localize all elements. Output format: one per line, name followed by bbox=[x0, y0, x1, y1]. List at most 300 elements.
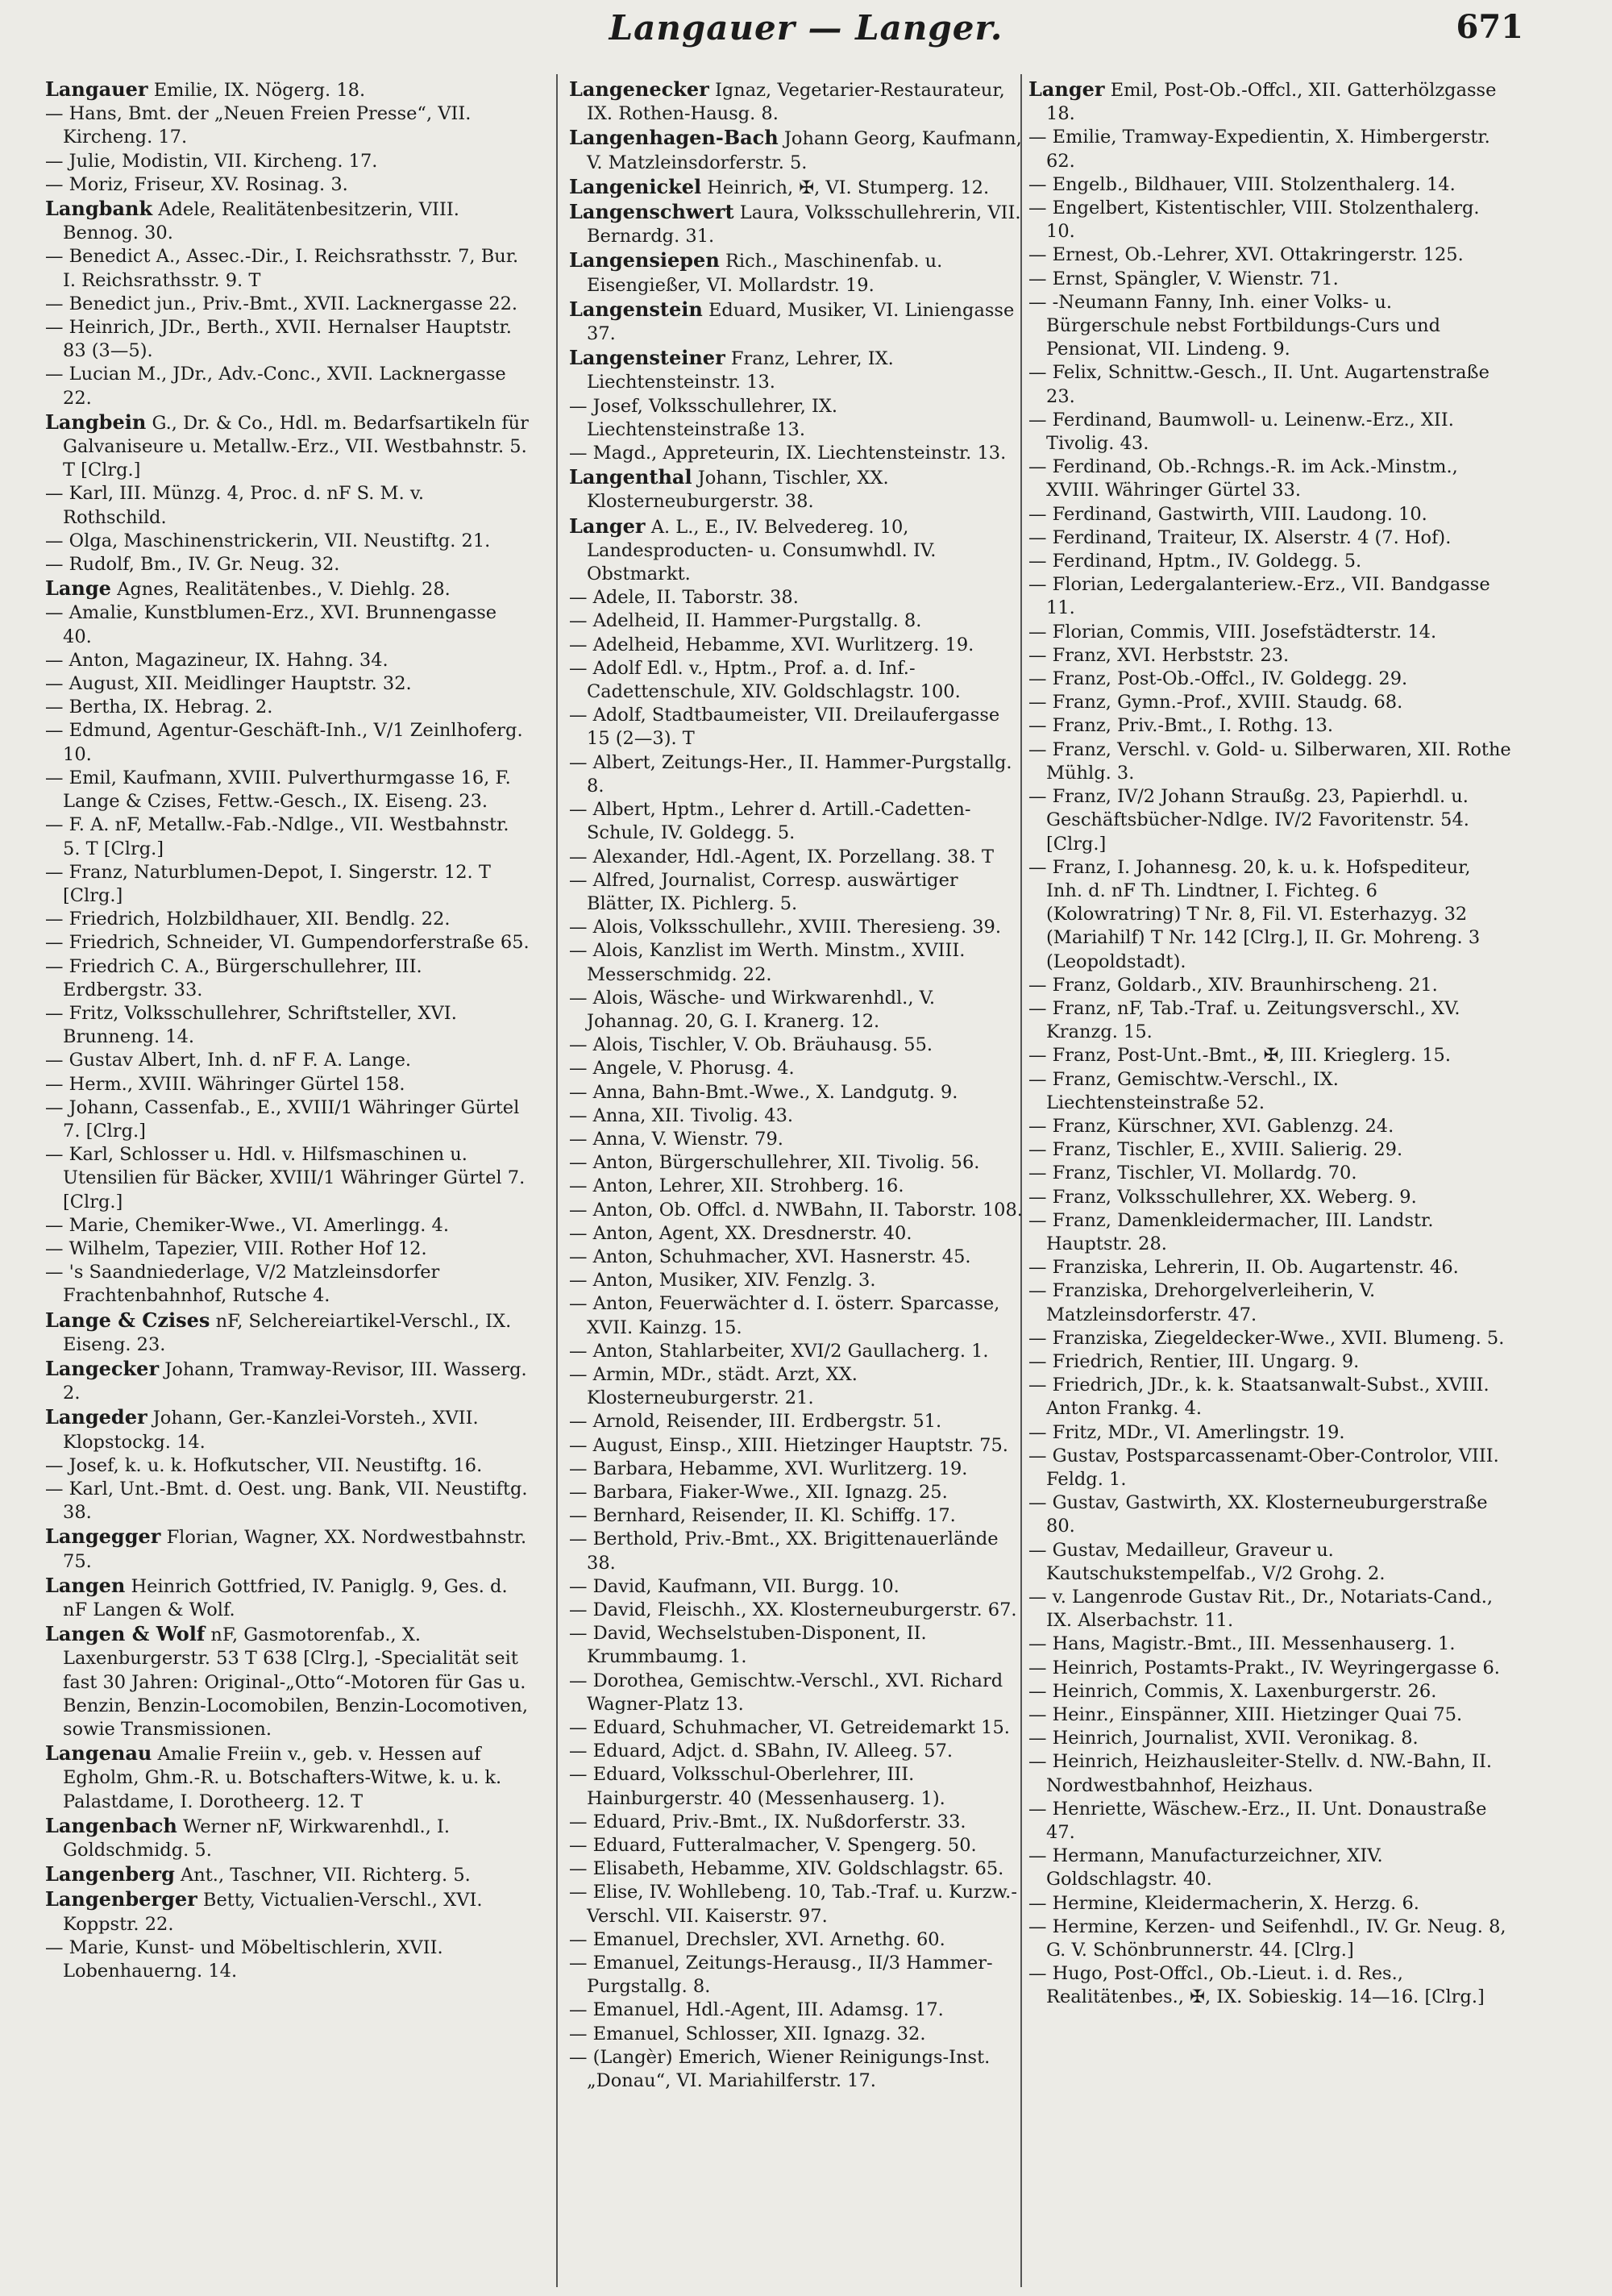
directory-entry bbox=[569, 798, 1025, 845]
entry-details: — Eduard, Adjct. d. SBahn, IV. Alleeg. 57. bbox=[569, 1741, 953, 1762]
entry-details: — Eduard, Schuhmacher, VI. Getreidemarkt 15. bbox=[569, 1717, 1010, 1739]
directory-entry bbox=[569, 1716, 1025, 1740]
entry-details: — Gustav, Gastwirth, XX. Klosterneuburgerstraße 80. bbox=[1028, 1492, 1488, 1537]
directory-entry bbox=[45, 576, 530, 601]
entry-details: — Franz, Post-Ob.-Offcl., IV. Goldegg. 29. bbox=[1028, 668, 1408, 690]
entry-details: Heinrich, ✠, VI. Stumperg. 12. bbox=[707, 177, 990, 198]
entry-details: — Franz, Priv.-Bmt., I. Rothg. 13. bbox=[1028, 715, 1334, 737]
entry-details: — Hermine, Kerzen- und Seifenhdl., IV. Gr. Neug. 8, G. V. Schönbrunnerstr. 44. [Clrg.] bbox=[1028, 1915, 1506, 1961]
entry-details: — Franz, Volksschullehrer, XX. Weberg. 9. bbox=[1028, 1186, 1417, 1208]
directory-entry bbox=[1028, 77, 1512, 126]
directory-entry bbox=[569, 1292, 1025, 1339]
directory-entry bbox=[45, 1862, 530, 1887]
entry-details: Heinrich Gottfried, IV. Paniglg. 9, Ges. d. nF Langen & Wolf. bbox=[63, 1575, 508, 1620]
entry-details: — Anton, Schuhmacher, XVI. Hasnerstr. 45. bbox=[569, 1246, 971, 1267]
directory-entry bbox=[569, 465, 1025, 514]
entry-details: — Anna, V. Wienstr. 79. bbox=[569, 1128, 783, 1150]
directory-entry bbox=[45, 530, 530, 553]
directory-entry bbox=[1028, 785, 1512, 856]
entry-details: — Franz, Damenkleidermacher, III. Landstr. Hauptstr. 28. bbox=[1028, 1209, 1434, 1254]
entry-details: — Franz, Gymn.-Prof., XVIII. Staudg. 68. bbox=[1028, 692, 1403, 713]
entry-details: — Karl, Unt.-Bmt. d. Oest. ung. Bank, VII. Neustiftg. 38. bbox=[45, 1478, 528, 1524]
entry-details: — -Neumann Fanny, Inh. einer Volks- u. Bürgerschule nebst Fortbildungs-Curs und Pensionat, VII. Lindeng. 9. bbox=[1028, 291, 1441, 360]
directory-entry bbox=[569, 1363, 1025, 1410]
entry-details: — Franz, Gemischtw.-Verschl., IX. Liechtensteinstraße 52. bbox=[1028, 1068, 1339, 1113]
directory-entry bbox=[1028, 361, 1512, 408]
entry-details: — Franz, Post-Unt.-Bmt., ✠, III. Krieglerg. 15. bbox=[1028, 1045, 1452, 1067]
directory-entry bbox=[569, 248, 1025, 297]
entry-details: — Hermann, Manufacturzeichner, XIV. Goldschlagstr. 40. bbox=[1028, 1845, 1383, 1890]
entry-details: — Herm., XVIII. Währinger Gürtel 158. bbox=[45, 1073, 405, 1095]
entry-surname: Langer bbox=[569, 514, 646, 538]
directory-entry bbox=[569, 1857, 1025, 1881]
directory-entry bbox=[1028, 1115, 1512, 1138]
entry-details: Ignaz, Vegetarier-Restaurateur, IX. Rothen-Hausg. 8. bbox=[587, 80, 1005, 125]
directory-entry bbox=[45, 955, 530, 1002]
entry-details: — David, Fleischh., XX. Klosterneuburgerstr. 67. bbox=[569, 1599, 1017, 1620]
entry-details: — Emil, Kaufmann, XVIII. Pulverthurmgasse 16, F. Lange & Czises, Fettw.-Gesch., IX. Eiseng. 23. bbox=[45, 767, 511, 813]
directory-entry bbox=[1028, 1798, 1512, 1845]
directory-entry bbox=[569, 442, 1025, 465]
directory-entry bbox=[45, 1237, 530, 1261]
directory-entry bbox=[1028, 1539, 1512, 1586]
entry-surname: Langegger bbox=[45, 1524, 161, 1549]
entry-details: — Anna, Bahn-Bmt.-Wwe., X. Landgutg. 9. bbox=[569, 1081, 958, 1103]
entry-details: Agnes, Realitätenbes., V. Diehlg. 28. bbox=[117, 579, 451, 601]
entry-details: — Moriz, Friseur, XV. Rosinag. 3. bbox=[45, 173, 348, 195]
entry-surname: Langenecker bbox=[569, 77, 709, 101]
entry-details: — Wilhelm, Tapezier, VIII. Rother Hof 12. bbox=[45, 1237, 427, 1259]
directory-entry bbox=[1028, 1633, 1512, 1656]
entry-details: — Lucian M., JDr., Adv.-Conc., XVII. Lacknergasse 22. bbox=[45, 364, 506, 409]
entry-details: Emil, Post-Ob.-Offcl., XII. Gatterhölzgasse 18. bbox=[1046, 80, 1497, 125]
directory-entry bbox=[45, 649, 530, 672]
entry-details: Rich., Maschinenfab. u. Eisengießer, VI. Mollardstr. 19. bbox=[587, 251, 943, 296]
entry-details: — Anton, Feuerwächter d. I. österr. Sparcasse, XVII. Kainzg. 15. bbox=[569, 1293, 1000, 1338]
entry-surname: Langenberg bbox=[45, 1862, 175, 1886]
directory-entry bbox=[45, 1073, 530, 1096]
entry-surname: Langenthal bbox=[569, 465, 692, 489]
entry-details: — Fritz, MDr., VI. Amerlingstr. 19. bbox=[1028, 1421, 1345, 1443]
entry-details: — Hermine, Kleidermacherin, X. Herzg. 6. bbox=[1028, 1892, 1419, 1914]
entry-details: — Franz, Verschl. v. Gold- u. Silberwaren, XII. Rothe Mühlg. 3. bbox=[1028, 738, 1511, 784]
entry-details: — Marie, Kunst- und Möbeltischlerin, XVII. Lobenhauerng. 14. bbox=[45, 1936, 443, 1982]
entry-details: — Magd., Appreteurin, IX. Liechtensteinstr. 13. bbox=[569, 443, 1007, 464]
entry-details: — Alois, Tischler, V. Ob. Bräuhausg. 55. bbox=[569, 1034, 933, 1056]
entry-details: Werner nF, Wirkwarenhdl., I. Goldschmidg. 5. bbox=[63, 1816, 451, 1861]
entry-details: — Eduard, Volksschul-Oberlehrer, III. Hainburgerstr. 40 (Messenhauserg. 1). bbox=[569, 1764, 945, 1809]
entry-details: — Felix, Schnittw.-Gesch., II. Unt. Augartenstraße 23. bbox=[1028, 362, 1489, 407]
directory-entry bbox=[569, 704, 1025, 751]
directory-entry bbox=[1028, 409, 1512, 455]
directory-entry bbox=[45, 1049, 530, 1072]
entry-surname: Lange bbox=[45, 576, 111, 601]
directory-entry bbox=[569, 1952, 1025, 1999]
directory-entry bbox=[45, 1308, 530, 1357]
directory-entry bbox=[45, 1936, 530, 1983]
entry-surname: Langbank bbox=[45, 197, 153, 221]
column-divider bbox=[556, 74, 558, 2287]
directory-entry bbox=[45, 1261, 530, 1308]
directory-entry bbox=[1028, 1962, 1512, 2009]
entry-details: — Angele, V. Phorusg. 4. bbox=[569, 1058, 795, 1079]
entry-surname: Langeder bbox=[45, 1405, 147, 1429]
entry-surname: Langecker bbox=[45, 1356, 160, 1380]
directory-entry bbox=[45, 1478, 530, 1524]
directory-entry bbox=[45, 1002, 530, 1049]
directory-entry bbox=[45, 1405, 530, 1454]
directory-entry bbox=[1028, 691, 1512, 714]
directory-entry bbox=[1028, 573, 1512, 620]
directory-entry bbox=[569, 2046, 1025, 2093]
directory-entry bbox=[569, 846, 1025, 869]
entry-details: — Engelbert, Kistentischler, VIII. Stolzenthalerg. 10. bbox=[1028, 198, 1480, 243]
entry-surname: Langen bbox=[45, 1573, 126, 1597]
entry-surname: Langenberger bbox=[45, 1887, 197, 1911]
directory-entry bbox=[45, 601, 530, 648]
directory-entry bbox=[569, 1151, 1025, 1175]
directory-entry bbox=[1028, 738, 1512, 785]
entry-details: — v. Langenrode Gustav Rit., Dr., Notariats-Cand., IX. Alserbachstr. 11. bbox=[1028, 1587, 1494, 1632]
entry-details: — Florian, Ledergalanteriew.-Erz., VII. Bandgasse 11. bbox=[1028, 574, 1490, 619]
directory-entry bbox=[45, 1814, 530, 1862]
directory-entry bbox=[1028, 1068, 1512, 1115]
entry-details: — Amalie, Kunstblumen-Erz., XVI. Brunnengasse 40. bbox=[45, 602, 497, 647]
directory-entry bbox=[569, 297, 1025, 346]
directory-entry bbox=[569, 1881, 1025, 1928]
entry-details: Johann Georg, Kaufmann, V. Matzleinsdorferstr. 5. bbox=[587, 128, 1022, 173]
entry-details: Johann, Tischler, XX. Klosterneuburgerstr. 38. bbox=[587, 468, 889, 513]
column-1 bbox=[45, 77, 530, 2286]
page-title: Langauer — Langer. bbox=[609, 8, 1003, 48]
directory-entry bbox=[45, 1214, 530, 1237]
entry-details: — Bernhard, Reisender, II. Kl. Schiffg. 17. bbox=[569, 1505, 956, 1527]
directory-entry bbox=[45, 696, 530, 719]
entry-details: A. L., E., IV. Belvedereg. 10, Landesproducten- u. Consumwhdl. IV. Obstmarkt. bbox=[587, 516, 937, 585]
directory-entry bbox=[45, 1574, 530, 1622]
directory-entry bbox=[45, 482, 530, 529]
entry-details: — Franz, XVI. Herbststr. 23. bbox=[1028, 644, 1290, 666]
directory-entry bbox=[1028, 550, 1512, 573]
entry-details: — Elisabeth, Hebamme, XIV. Goldschlagstr. 65. bbox=[569, 1858, 1004, 1880]
page-header bbox=[0, 5, 1612, 61]
entry-details: Johann, Ger.-Kanzlei-Vorsteh., XVII. Klopstockg. 14. bbox=[63, 1408, 479, 1453]
entry-details: — (Langèr) Emerich, Wiener Reinigungs-Inst. „Donau“, VI. Mariahilferstr. 17. bbox=[569, 2046, 991, 2092]
directory-entry bbox=[569, 1434, 1025, 1458]
directory-entry bbox=[1028, 1845, 1512, 1891]
entry-details: — Marie, Chemiker-Wwe., VI. Amerlingg. 4. bbox=[45, 1214, 450, 1236]
directory-entry bbox=[569, 77, 1025, 126]
directory-entry bbox=[569, 1481, 1025, 1504]
directory-entry bbox=[569, 1034, 1025, 1057]
entry-details: — Ferdinand, Hptm., IV. Goldegg. 5. bbox=[1028, 551, 1362, 572]
entry-details: — Alois, Wäsche- und Wirkwarenhdl., V. Johannag. 20, G. I. Kranerg. 12. bbox=[569, 987, 936, 1032]
entry-details: — Berthold, Priv.-Bmt., XX. Brigittenauerlände 38. bbox=[569, 1529, 999, 1574]
entry-details: — Arnold, Reisender, III. Erdbergstr. 51. bbox=[569, 1411, 942, 1433]
directory-entry bbox=[1028, 644, 1512, 668]
entry-details: — Barbara, Hebamme, XVI. Wurlitzerg. 19. bbox=[569, 1458, 968, 1479]
directory-entry bbox=[569, 1246, 1025, 1269]
directory-entry bbox=[1028, 126, 1512, 173]
entry-details: — Anton, Ob. Offcl. d. NWBahn, II. Taborstr. 108. bbox=[569, 1199, 1023, 1221]
directory-entry bbox=[569, 609, 1025, 633]
entry-details: — August, XII. Meidlinger Hauptstr. 32. bbox=[45, 673, 412, 695]
entry-details: — Anton, Musiker, XIV. Fenzlg. 3. bbox=[569, 1270, 876, 1292]
directory-entry bbox=[45, 1524, 530, 1573]
directory-entry bbox=[569, 1928, 1025, 1952]
directory-entry bbox=[1028, 1186, 1512, 1209]
entry-surname: Langenstein bbox=[569, 297, 703, 321]
directory-entry bbox=[45, 1357, 530, 1405]
directory-entry bbox=[1028, 243, 1512, 267]
entry-details: — Edmund, Agentur-Geschäft-Inh., V/1 Zeinlhoferg. 10. bbox=[45, 720, 523, 765]
entry-details: — Barbara, Fiaker-Wwe., XII. Ignazg. 25. bbox=[569, 1481, 948, 1503]
directory-entry bbox=[569, 1670, 1025, 1716]
directory-entry bbox=[569, 1999, 1025, 2022]
entry-details: — Florian, Commis, VIII. Josefstädterstr. 14. bbox=[1028, 621, 1437, 643]
entry-surname: Langensiepen bbox=[569, 248, 720, 272]
entry-details: — Johann, Cassenfab., E., XVIII/1 Währinger Gürtel 7. [Clrg.] bbox=[45, 1096, 520, 1142]
entry-details: — Karl, III. Münzg. 4, Proc. d. nF S. M. v. Rothschild. bbox=[45, 483, 425, 528]
directory-entry bbox=[45, 931, 530, 955]
entry-details: — Ernest, Ob.-Lehrer, XVI. Ottakringerstr. 125. bbox=[1028, 244, 1464, 266]
entry-details: — Friedrich C. A., Bürgerschullehrer, III. Erdbergstr. 33. bbox=[45, 955, 422, 1000]
directory-entry bbox=[569, 1410, 1025, 1433]
directory-entry bbox=[45, 293, 530, 316]
entry-details: — Anton, Stahlarbeiter, XVI/2 Gaullacherg. 1. bbox=[569, 1340, 989, 1362]
entry-details: — Adelheid, II. Hammer-Purgstallg. 8. bbox=[569, 610, 922, 632]
entry-details: — Hans, Bmt. der „Neuen Freien Presse“, VII. Kircheng. 17. bbox=[45, 103, 472, 148]
entry-details: — Friedrich, Holzbildhauer, XII. Bendlg. 22. bbox=[45, 909, 451, 930]
directory-entry bbox=[45, 813, 530, 860]
directory-entry bbox=[45, 861, 530, 908]
entry-details: Betty, Victualien-Verschl., XVI. Koppstr. 22. bbox=[63, 1890, 483, 1935]
directory-entry bbox=[1028, 291, 1512, 362]
entry-surname: Langer bbox=[1028, 77, 1105, 101]
entry-details: — Dorothea, Gemischtw.-Verschl., XVI. Richard Wagner-Platz 13. bbox=[569, 1670, 1003, 1715]
entry-details: — August, Einsp., XIII. Hietzinger Hauptstr. 75. bbox=[569, 1434, 1008, 1456]
directory-entry bbox=[569, 1128, 1025, 1151]
column-2 bbox=[569, 77, 1025, 2286]
directory-entry bbox=[1028, 1138, 1512, 1162]
entry-details: — Franziska, Drehorgelverleiherin, V. Matzleinsdorferstr. 47. bbox=[1028, 1280, 1376, 1325]
entry-details: — Heinrich, Journalist, XVII. Veronikag. 8. bbox=[1028, 1728, 1419, 1749]
entry-details: — Anton, Agent, XX. Dresdnerstr. 40. bbox=[569, 1222, 912, 1244]
entry-surname: Langensteiner bbox=[569, 346, 725, 370]
directory-entry bbox=[45, 553, 530, 576]
directory-entry bbox=[45, 1454, 530, 1478]
directory-entry bbox=[1028, 1491, 1512, 1538]
entry-surname: Langenbach bbox=[45, 1813, 177, 1837]
directory-entry bbox=[569, 634, 1025, 657]
directory-entry bbox=[1028, 1915, 1512, 1962]
entry-details: — Emanuel, Zeitungs-Herausg., II/3 Hammer-Purgstallg. 8. bbox=[569, 1953, 993, 1998]
directory-entry bbox=[569, 1340, 1025, 1363]
directory-entry bbox=[569, 1622, 1025, 1669]
entry-surname: Langbein bbox=[45, 410, 147, 434]
entry-details: — Heinrich, JDr., Berth., XVII. Hernalser Hauptstr. 83 (3—5). bbox=[45, 317, 512, 362]
directory-entry bbox=[569, 1504, 1025, 1528]
entry-details: — Franziska, Ziegeldecker-Wwe., XVII. Blumeng. 5. bbox=[1028, 1327, 1505, 1349]
entry-details: — Emanuel, Schlosser, XII. Ignazg. 32. bbox=[569, 2023, 926, 2044]
directory-entry bbox=[45, 719, 530, 766]
entry-details: — 's Saandniederlage, V/2 Matzleinsdorfer Frachtenbahnhof, Rutsche 4. bbox=[45, 1262, 440, 1307]
entry-details: — David, Wechselstuben-Disponent, II. Krummbaumg. 1. bbox=[569, 1623, 927, 1668]
directory-entry bbox=[45, 1622, 530, 1741]
entry-details: — Heinrich, Commis, X. Laxenburgerstr. 26. bbox=[1028, 1680, 1437, 1702]
entry-surname: Lange & Czises bbox=[45, 1308, 210, 1332]
directory-entry bbox=[1028, 455, 1512, 502]
entry-details: — Gustav, Medailleur, Graveur u. Kautschukstempelfab., V/2 Grohg. 2. bbox=[1028, 1539, 1386, 1584]
directory-entry bbox=[569, 1599, 1025, 1622]
directory-entry bbox=[1028, 1892, 1512, 1915]
directory-entry bbox=[1028, 197, 1512, 243]
entry-details: — Friedrich, JDr., k. k. Staatsanwalt-Subst., XVIII. Anton Frankg. 4. bbox=[1028, 1375, 1489, 1420]
entry-details: — Franz, IV/2 Johann Straußg. 23, Papierhdl. u. Geschäftsbücher-Ndlge. IV/2 Favoritenstr. 54. [Clrg.] bbox=[1028, 786, 1469, 855]
entry-details: — Gustav Albert, Inh. d. nF F. A. Lange. bbox=[45, 1050, 412, 1071]
entry-details: — Heinrich, Heizhausleiter-Stellv. d. NW.-Bahn, II. Nordwestbahnhof, Heizhaus. bbox=[1028, 1751, 1492, 1796]
directory-entry bbox=[569, 1222, 1025, 1246]
directory-entry bbox=[569, 987, 1025, 1034]
entry-details: — Anton, Bürgerschullehrer, XII. Tivolig. 56. bbox=[569, 1152, 980, 1174]
directory-entry bbox=[1028, 974, 1512, 997]
entry-details: Franz, Lehrer, IX. Liechtensteinstr. 13. bbox=[587, 348, 894, 393]
entry-details: — Olga, Maschinenstrickerin, VII. Neustiftg. 21. bbox=[45, 530, 491, 551]
entry-details: — Hugo, Post-Offcl., Ob.-Lieut. i. d. Res., Realitätenbes., ✠, IX. Sobieskig. 14—16. [Clrg.] bbox=[1028, 1963, 1485, 2008]
entry-details: — Ferdinand, Gastwirth, VIII. Laudong. 10. bbox=[1028, 503, 1427, 525]
directory-entry bbox=[45, 410, 530, 483]
directory-entry bbox=[1028, 1162, 1512, 1185]
directory-entry bbox=[569, 200, 1025, 248]
entry-surname: Langenhagen-Bach bbox=[569, 126, 779, 150]
directory-entry bbox=[569, 1081, 1025, 1104]
entry-details: — Anna, XII. Tivolig. 43. bbox=[569, 1104, 794, 1126]
directory-entry bbox=[1028, 1421, 1512, 1445]
directory-entry bbox=[1028, 997, 1512, 1044]
entry-details: — Emanuel, Drechsler, XVI. Arnethg. 60. bbox=[569, 1928, 945, 1950]
entry-details: Emilie, IX. Nögerg. 18. bbox=[153, 80, 366, 101]
entry-details: — Josef, k. u. k. Hofkutscher, VII. Neustiftg. 16. bbox=[45, 1454, 483, 1476]
directory-entry bbox=[569, 1199, 1025, 1222]
entry-details: — Emilie, Tramway-Expedientin, X. Himbergerstr. 62. bbox=[1028, 127, 1490, 172]
entry-details: — Franz, Tischler, E., XVIII. Salierig. 29. bbox=[1028, 1139, 1403, 1161]
directory-entry bbox=[45, 1741, 530, 1814]
entry-details: — Heinr., Einspänner, XIII. Hietzinger Quai 75. bbox=[1028, 1704, 1463, 1726]
directory-entry bbox=[569, 2023, 1025, 2046]
entry-details: — Ernst, Spängler, V. Wienstr. 71. bbox=[1028, 268, 1339, 289]
directory-entry bbox=[569, 1811, 1025, 1834]
directory-entry bbox=[569, 751, 1025, 798]
entry-details: — Alois, Volksschullehr., XVIII. Theresieng. 39. bbox=[569, 917, 1002, 938]
directory-entry bbox=[1028, 621, 1512, 644]
entry-details: — Ferdinand, Baumwoll- u. Leinenw.-Erz., XII. Tivolig. 43. bbox=[1028, 409, 1454, 455]
directory-entry bbox=[569, 657, 1025, 704]
entry-details: G., Dr. & Co., Hdl. m. Bedarfsartikeln für Galvaniseure u. Metallw.-Erz., VII. Westbahnstr. 5. T [Clrg.] bbox=[63, 412, 529, 481]
directory-entry bbox=[1028, 1703, 1512, 1727]
directory-entry bbox=[1028, 1750, 1512, 1797]
entry-surname: Langauer bbox=[45, 77, 148, 101]
directory-entry bbox=[1028, 173, 1512, 197]
directory-entry bbox=[569, 1575, 1025, 1599]
entry-details: — Hans, Magistr.-Bmt., III. Messenhauserg. 1. bbox=[1028, 1633, 1456, 1655]
directory-entry bbox=[45, 77, 530, 102]
directory-entry bbox=[1028, 1209, 1512, 1256]
directory-entry bbox=[1028, 1727, 1512, 1750]
directory-entry bbox=[45, 173, 530, 197]
entry-details: — Heinrich, Postamts-Prakt., IV. Weyringergasse 6. bbox=[1028, 1657, 1500, 1678]
page-number: 671 bbox=[1456, 8, 1523, 46]
entry-surname: Langenickel bbox=[569, 174, 702, 198]
directory-entry bbox=[569, 586, 1025, 609]
entry-details: Adele, Realitätenbesitzerin, VIII. Bennog. 30. bbox=[63, 199, 459, 244]
entry-details: — Franz, Tischler, VI. Mollardg. 70. bbox=[1028, 1163, 1357, 1184]
entry-details: — Engelb., Bildhauer, VIII. Stolzenthalerg. 14. bbox=[1028, 173, 1456, 195]
directory-entry bbox=[1028, 856, 1512, 974]
entry-details: — Bertha, IX. Hebrag. 2. bbox=[45, 697, 273, 718]
entry-details: nF, Selchereiartikel-Verschl., IX. Eiseng. 23. bbox=[63, 1310, 512, 1355]
entry-details: — Adele, II. Taborstr. 38. bbox=[569, 587, 799, 609]
entry-details: — Franz, Goldarb., XIV. Braunhirscheng. 21. bbox=[1028, 974, 1438, 996]
directory-entry bbox=[1028, 503, 1512, 526]
entry-details: — Albert, Hptm., Lehrer d. Artill.-Cadetten-Schule, IV. Goldegg. 5. bbox=[569, 799, 971, 844]
directory-entry bbox=[569, 1528, 1025, 1574]
entry-details: — Anton, Lehrer, XII. Strohberg. 16. bbox=[569, 1175, 904, 1197]
entry-details: — Adolf, Stadtbaumeister, VII. Dreilaufergasse 15 (2—3). T bbox=[569, 705, 1000, 750]
entry-details: Ant., Taschner, VII. Richterg. 5. bbox=[181, 1865, 471, 1886]
entry-details: Laura, Volksschullehrerin, VII. Bernardg. 31. bbox=[587, 202, 1021, 247]
entry-details: — Eduard, Priv.-Bmt., IX. Nußdorferstr. 33. bbox=[569, 1811, 966, 1832]
entry-details: — Franz, Kürschner, XVI. Gablenzg. 24. bbox=[1028, 1115, 1394, 1137]
directory-entry bbox=[45, 767, 530, 813]
entry-details: — Benedict A., Assec.-Dir., I. Reichsrathsstr. 7, Bur. I. Reichsrathsstr. 9. T bbox=[45, 246, 519, 291]
entry-details: — Friedrich, Schneider, VI. Gumpendorferstraße 65. bbox=[45, 932, 530, 954]
directory-entry bbox=[1028, 1586, 1512, 1633]
entry-details: — Benedict jun., Priv.-Bmt., XVII. Lacknergasse 22. bbox=[45, 293, 518, 314]
directory-entry bbox=[569, 175, 1025, 200]
directory-entry bbox=[569, 395, 1025, 442]
directory-entry bbox=[1028, 1256, 1512, 1279]
entry-details: — Albert, Zeitungs-Her., II. Hammer-Purgstallg. 8. bbox=[569, 751, 1012, 797]
entry-details: Amalie Freiin v., geb. v. Hessen auf Egholm, Ghm.-R. u. Botschafters-Witwe, k. u. k. Palastdame, I. Dorotheerg. 12. T bbox=[63, 1744, 502, 1812]
directory-entry bbox=[569, 126, 1025, 174]
entry-details: — Adelheid, Hebamme, XVI. Wurlitzerg. 19. bbox=[569, 634, 974, 655]
entry-details: — Franz, I. Johannesg. 20, k. u. k. Hofspediteur, Inh. d. nF Th. Lindtner, I. Fichteg. 6 (Kolowratring) T Nr. 8, Fil. VI. Esterhazyg. 32 (Mariahilf) T Nr. 142 [Clrg.], II. Gr. Mohreng. 3 (Leopoldstadt). bbox=[1028, 856, 1481, 972]
entry-details: — Alfred, Journalist, Corresp. auswärtiger Blätter, IX. Pichlerg. 5. bbox=[569, 869, 958, 914]
entry-details: nF, Gasmotorenfab., X. Laxenburgerstr. 53 T 638 [Clrg.], -Specialität seit fast 30 Jahren: Original-„Otto“-Motoren für Gas u. Benzin, Benzin-Locomobilen, Benzin-Locomotiven, sowie Transmissionen. bbox=[63, 1624, 529, 1741]
directory-entry bbox=[569, 869, 1025, 916]
entry-details: — Franz, Naturblumen-Depot, I. Singerstr. 12. T [Clrg.] bbox=[45, 861, 491, 906]
entry-details: — Fritz, Volksschullehrer, Schriftsteller, XVI. Brunneng. 14. bbox=[45, 1002, 457, 1048]
directory-entry bbox=[1028, 668, 1512, 691]
entry-details: — Franziska, Lehrerin, II. Ob. Augartenstr. 46. bbox=[1028, 1257, 1459, 1279]
directory-entry bbox=[569, 1104, 1025, 1128]
entry-details: — Gustav, Postsparcassenamt-Ober-Controlor, VIII. Feldg. 1. bbox=[1028, 1445, 1499, 1490]
directory-entry bbox=[569, 1834, 1025, 1857]
entry-surname: Langenau bbox=[45, 1741, 152, 1766]
directory-entry bbox=[45, 102, 530, 149]
directory-entry bbox=[569, 916, 1025, 939]
entry-details: — Anton, Magazineur, IX. Hahng. 34. bbox=[45, 649, 388, 671]
entry-details: — Alois, Kanzlist im Werth. Minstm., XVIII. Messerschmidg. 22. bbox=[569, 940, 966, 985]
directory-entry bbox=[569, 1057, 1025, 1080]
directory-entry bbox=[569, 346, 1025, 394]
directory-entry bbox=[45, 197, 530, 245]
directory-entry bbox=[45, 363, 530, 410]
entry-details: — Emanuel, Hdl.-Agent, III. Adamsg. 17. bbox=[569, 1999, 944, 2021]
entry-details: — Armin, MDr., städt. Arzt, XX. Klosterneuburgerstr. 21. bbox=[569, 1363, 858, 1409]
directory-entry bbox=[45, 245, 530, 292]
directory-entry bbox=[569, 1740, 1025, 1763]
